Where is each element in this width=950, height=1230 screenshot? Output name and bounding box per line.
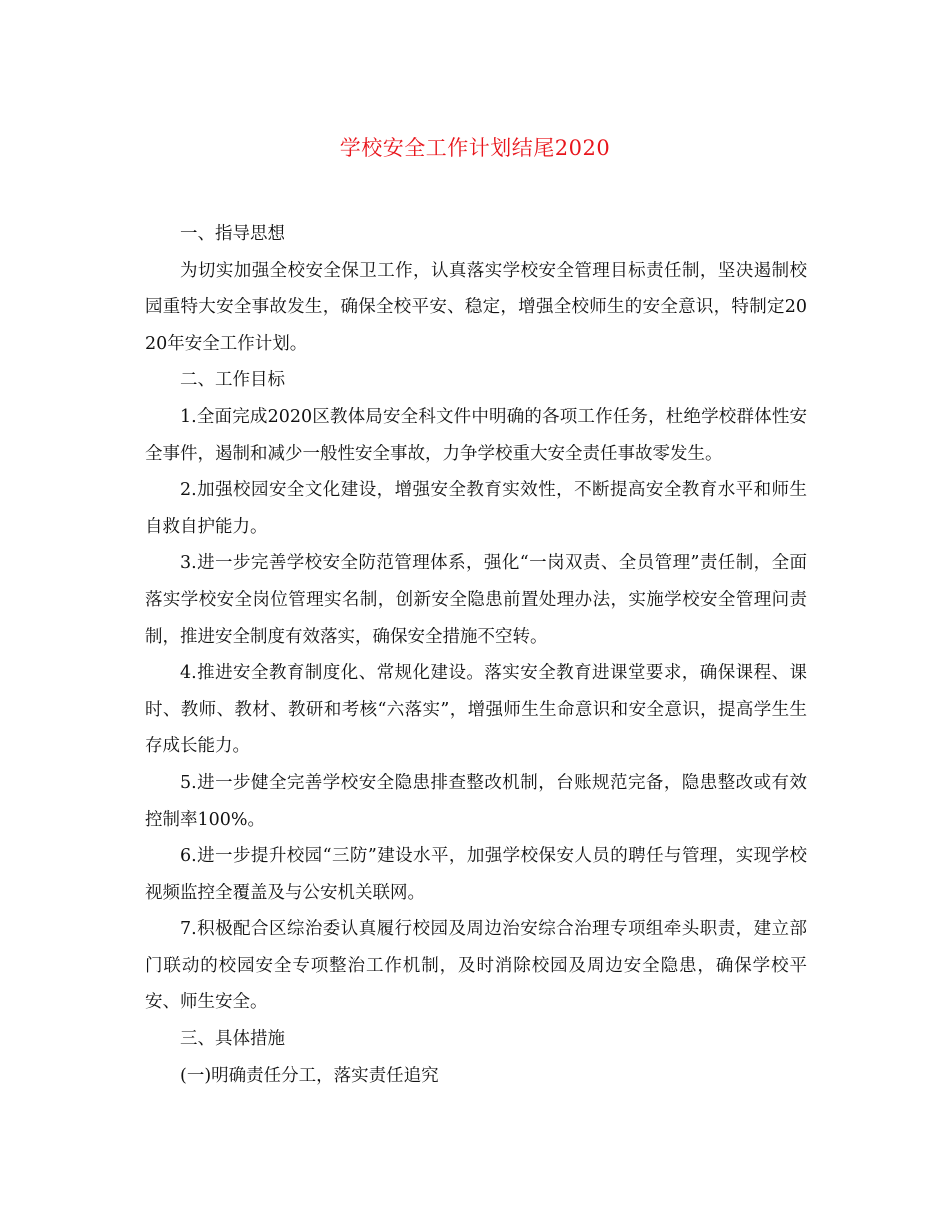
- section-heading-guiding-ideology: 一、指导思想: [180, 224, 285, 244]
- section-heading-work-goals: 二、工作目标: [180, 370, 285, 391]
- goal-item-4: 4.推进安全教育制度化、常规化建设。落实安全教育进课堂要求，确保课程、课时、教师、教材、教研和考核“六落实”，增强师生生命意识和安全意识，提高学生生存成长能力。: [145, 663, 807, 757]
- subsection-heading-1: (一)明确责任分工，落实责任追究: [180, 1065, 439, 1086]
- document-body: [145, 216, 807, 1094]
- goal-item-3: 3.进一步完善学校安全防范管理体系，强化“一岗双责、全员管理”责任制，全面落实学校安全岗位管理实名制，创新安全隐患前置处理办法，实施学校安全管理问责制，推进安全制度有效落实，确保安全措施不空转。: [145, 553, 807, 647]
- goal-item-2: 2.加强校园安全文化建设，增强安全教育实效性，不断提高安全教育水平和师生自救自护能力。: [145, 480, 807, 537]
- section-heading-specific-measures: 三、具体措施: [180, 1029, 285, 1050]
- goal-item-6: 6.进一步提升校园“三防”建设水平，加强学校保安人员的聘任与管理，实现学校视频监控全覆盖及与公安机关联网。: [145, 846, 807, 903]
- goal-item-7: 7.积极配合区综治委认真履行校园及周边治安综合治理专项组牵头职责，建立部门联动的校园安全专项整治工作机制，及时消除校园及周边安全隐患，确保学校平安、师生安全。: [145, 919, 807, 1013]
- goal-item-5: 5.进一步健全完善学校安全隐患排查整改机制，台账规范完备，隐患整改或有效控制率100%。: [145, 772, 807, 830]
- goal-item-1: 1.全面完成2020区教体局安全科文件中明确的各项工作任务，杜绝学校群体性安全事件，遏制和减少一般性安全事故，力争学校重大安全责任事故零发生。: [145, 406, 807, 464]
- document-title: 学校安全工作计划结尾2020: [339, 136, 611, 160]
- paragraph-guiding-ideology: 为切实加强全校安全保卫工作，认真落实学校安全管理目标责任制，坚决遏制校园重特大安全事故发生，确保全校平安、稳定，增强全校师生的安全意识，特制定2020年安全工作计划。: [145, 260, 807, 354]
